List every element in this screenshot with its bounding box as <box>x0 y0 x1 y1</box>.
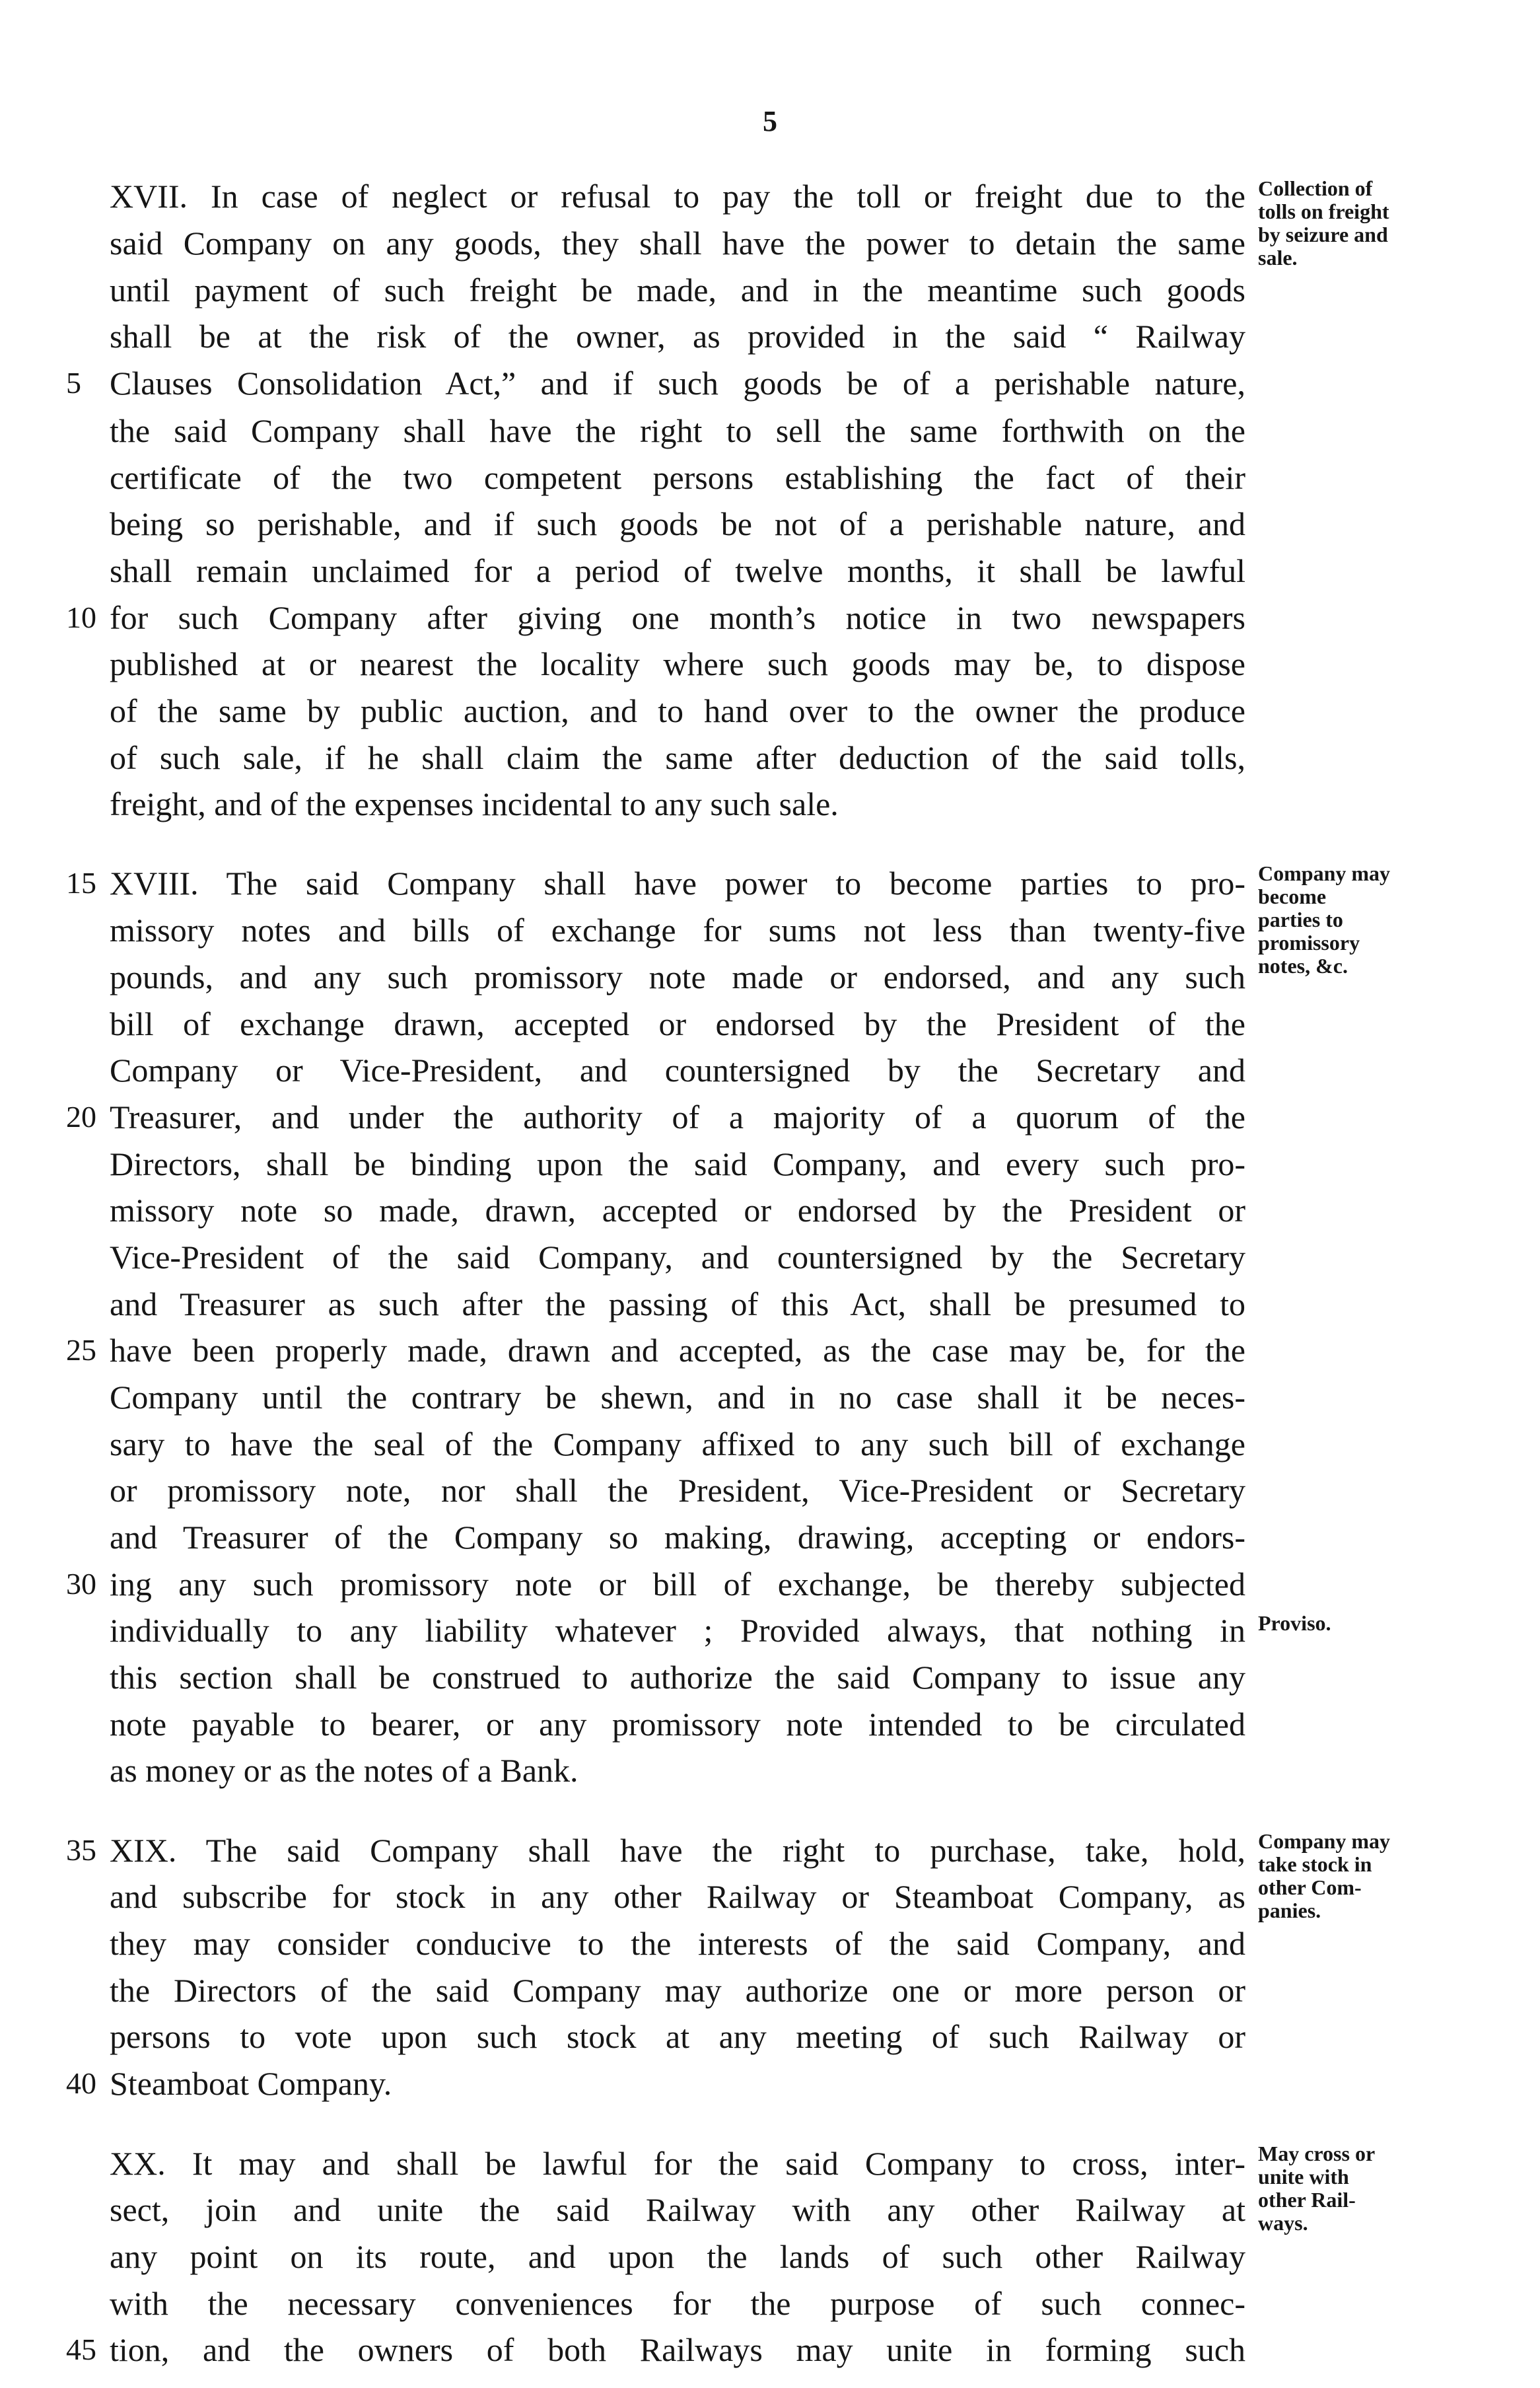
text-line: persons to vote upon such stock at any meeting of such Railway or <box>110 2018 1245 2055</box>
text-line: have been properly made, drawn and accepted, as the case may be, for the <box>110 1332 1245 1369</box>
text-line: of such sale, if he shall claim the same after deduction of the said tolls, <box>110 739 1245 776</box>
margin-note-line: Company may <box>1258 861 1391 885</box>
text-line: Clauses Consolidation Act,” and if such goods be of a perishable nature, <box>110 365 1245 402</box>
line-number: 45 <box>66 2333 96 2366</box>
margin-note-line: tolls on freight <box>1258 199 1389 223</box>
text-line: Company or Vice-President, and countersigned by the Secretary and <box>110 1052 1245 1089</box>
text-line: with the necessary conveniences for the purpose of such connec- <box>110 2285 1245 2322</box>
margin-note-line: notes, &c. <box>1258 954 1348 978</box>
text-line: until payment of such freight be made, and in the meantime such goods <box>110 271 1245 308</box>
text-line: being so perishable, and if such goods be not of a perishable nature, and <box>110 505 1245 542</box>
text-line: Company until the contrary be shewn, and in no case shall it be neces- <box>110 1379 1245 1416</box>
text-line: and Treasurer as such after the passing of this Act, shall be presumed to <box>110 1285 1245 1322</box>
text-line: tion, and the owners of both Railways may unite in forming such <box>110 2331 1245 2368</box>
text-line: XVII. In case of neglect or refusal to pay the toll or freight due to the <box>110 178 1245 215</box>
margin-note-line: panies. <box>1258 1899 1321 1922</box>
margin-note-line: take stock in <box>1258 1852 1372 1876</box>
margin-note-line: Collection of <box>1258 176 1373 200</box>
text-line: sary to have the seal of the Company affixed to any such bill of exchange <box>110 1426 1245 1463</box>
line-number: 30 <box>66 1567 96 1601</box>
margin-note <box>1258 1612 1476 1635</box>
text-line: Vice-President of the said Company, and countersigned by the Secretary <box>110 1239 1245 1276</box>
text-line: missory notes and bills of exchange for sums not less than twenty-five <box>110 912 1245 949</box>
line-number: 25 <box>66 1333 96 1367</box>
text-line: XX. It may and shall be lawful for the said Company to cross, inter- <box>110 2145 1245 2182</box>
margin-note-line: Company may <box>1258 1829 1391 1853</box>
text-line: Treasurer, and under the authority of a majority of a quorum of the <box>110 1099 1245 1136</box>
text-line: bill of exchange drawn, accepted or endorsed by the President of the <box>110 1005 1245 1042</box>
margin-note-line: sale. <box>1258 246 1298 270</box>
text-line: missory note so made, drawn, accepted or endorsed by the President or <box>110 1192 1245 1229</box>
text-line: the Directors of the said Company may authorize one or more person or <box>110 1972 1245 2009</box>
margin-note-line: by seizure and <box>1258 223 1388 246</box>
margin-note-line: unite with <box>1258 2165 1349 2189</box>
text-line: certificate of the two competent persons establishing the fact of their <box>110 459 1245 496</box>
text-line: as money or as the notes of a Bank. <box>110 1752 578 1789</box>
text-line: said Company on any goods, they shall have the power to detain the same <box>110 225 1245 262</box>
line-number: 40 <box>66 2066 96 2100</box>
line-number: 15 <box>66 866 96 900</box>
text-line: or promissory note, nor shall the President, Vice-President or Secretary <box>110 1472 1245 1509</box>
text-line: XVIII. The said Company shall have power to become parties to pro- <box>110 865 1245 902</box>
margin-note-line: other Rail- <box>1258 2188 1356 2212</box>
text-line: for such Company after giving one month’s notice in two newspapers <box>110 599 1245 636</box>
margin-note-line: Proviso. <box>1258 1611 1331 1635</box>
text-line: note payable to bearer, or any promissory note intended to be circulated <box>110 1706 1245 1743</box>
text-line: ing any such promissory note or bill of exchange, be thereby subjected <box>110 1566 1245 1603</box>
text-line: individually to any liability whatever ; Provided always, that nothing in <box>110 1612 1245 1649</box>
text-line: Directors, shall be binding upon the said Company, and every such pro- <box>110 1145 1245 1182</box>
line-number: 35 <box>66 1833 96 1867</box>
text-line: the said Company shall have the right to sell the same forthwith on the <box>110 412 1245 449</box>
text-line: and subscribe for stock in any other Railway or Steamboat Company, as <box>110 1878 1245 1915</box>
text-line: and Treasurer of the Company so making, drawing, accepting or endors- <box>110 1519 1245 1556</box>
line-number: 20 <box>66 1100 96 1134</box>
margin-note-line: ways. <box>1258 2211 1308 2235</box>
margin-note <box>1258 177 1476 270</box>
margin-note <box>1258 862 1476 978</box>
text-line: this section shall be construed to authorize the said Company to issue any <box>110 1659 1245 1696</box>
text-line: XIX. The said Company shall have the right to purchase, take, hold, <box>110 1832 1245 1869</box>
margin-note <box>1258 2142 1476 2235</box>
margin-note-line: become <box>1258 885 1327 908</box>
text-line: shall remain unclaimed for a period of twelve months, it shall be lawful <box>110 552 1245 589</box>
text-line: Steamboat Company. <box>110 2065 392 2102</box>
text-line: any point on its route, and upon the lands of such other Railway <box>110 2238 1245 2275</box>
text-line: sect, join and unite the said Railway with any other Railway at <box>110 2191 1245 2228</box>
text-line: pounds, and any such promissory note made or endorsed, and any such <box>110 959 1245 995</box>
text-line: published at or nearest the locality where such goods may be, to dispose <box>110 645 1245 682</box>
margin-note-line: parties to <box>1258 908 1343 931</box>
text-line: they may consider conducive to the interests of the said Company, and <box>110 1925 1245 1962</box>
margin-note-line: May cross or <box>1258 2142 1376 2165</box>
line-number: 5 <box>66 366 81 400</box>
text-line: of the same by public auction, and to hand over to the owner the produce <box>110 692 1245 729</box>
line-number: 10 <box>66 600 96 634</box>
text-line: shall be at the risk of the owner, as provided in the said “ Railway <box>110 318 1245 355</box>
margin-note-line: promissory <box>1258 931 1360 955</box>
margin-note-line: other Com- <box>1258 1875 1362 1899</box>
page-number: 5 <box>763 105 777 137</box>
margin-note <box>1258 1830 1476 1922</box>
text-line: freight, and of the expenses incidental to any such sale. <box>110 785 839 822</box>
